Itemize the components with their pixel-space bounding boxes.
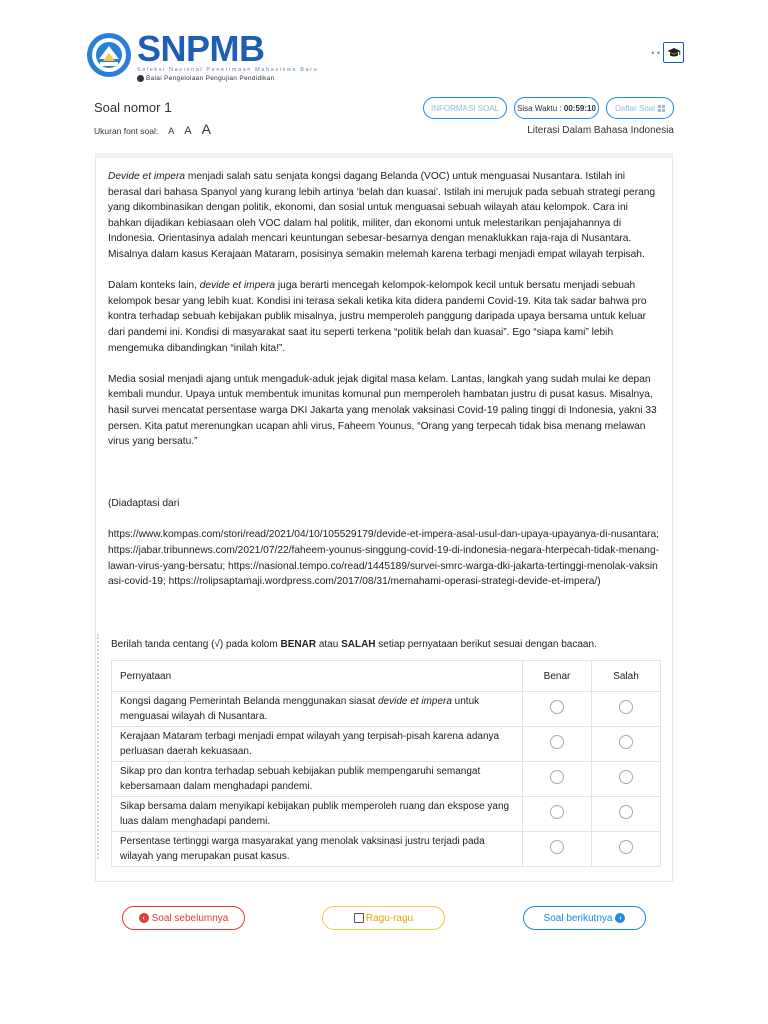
tutwuri-emblem-icon: [86, 32, 132, 78]
statement-1: Kongsi dagang Pemerintah Belanda menggunakan siasat devide et impera untuk menguasai wilayah di Nusantara.: [112, 692, 523, 727]
instruction: Berilah tanda centang (√) pada kolom BENAR atau SALAH setiap pernyataan berikut sesuai dengan bacaan.: [111, 639, 597, 650]
snpmb-logo: [86, 28, 319, 82]
radio-benar-4[interactable]: [550, 805, 564, 819]
header-salah: Salah: [592, 661, 661, 692]
paragraph-2: Dalam konteks lain, devide et impera juga berarti mencegah kelompok-kelompok kecil untuk bersatu menjadi sebuah kelompok besar yang lebih kuat. Kondisi ini terasa sekali ketika kita didera pandemi Covid-19. Kita tak sadar bahwa pro kontra terhadap sebuah kebijakan publik misalnya, justru memperoleh panggung daripada upaya bersama untuk keluar dari pandemi ini. Kondisi di masyarakat saat itu seperti terkena “politik belah dan kuasai”. Ego “siapa kami” lebih mengemuka dibandingkan “inilah kita!”.: [108, 280, 647, 354]
subject-title: Literasi Dalam Bahasa Indonesia: [527, 125, 674, 136]
chevron-left-icon: ‹: [139, 913, 149, 923]
daftar-soal-button[interactable]: [606, 97, 674, 119]
timer-label: Sisa Waktu :: [517, 103, 562, 113]
radio-salah-5[interactable]: [619, 840, 633, 854]
radio-benar-5[interactable]: [550, 840, 564, 854]
font-size-medium[interactable]: A: [184, 125, 192, 137]
radio-salah-4[interactable]: [619, 805, 633, 819]
grid-icon: [658, 105, 665, 112]
source-label: (Diadaptasi dari: [108, 498, 180, 510]
info-soal-button[interactable]: INFORMASI SOAL: [423, 97, 507, 119]
question-label: Soal nomor: [94, 100, 161, 115]
logo-subtitle-2: Balai Pengelolaan Pengujian Pendidikan: [146, 75, 275, 82]
font-size-selector: [94, 121, 211, 137]
table-row: [112, 832, 661, 867]
graduation-cap-icon: [667, 47, 681, 59]
question-number-value: 1: [164, 99, 172, 115]
radio-benar-2[interactable]: [550, 735, 564, 749]
reading-passage: [108, 169, 660, 605]
table-row: [112, 692, 661, 727]
statement-3: Sikap pro dan kontra terhadap sebuah kebijakan publik mempengaruhi semangat kebersamaan dalam menghadapi pandemi.: [112, 762, 523, 797]
timer-badge: [514, 97, 599, 119]
user-menu: [651, 42, 684, 63]
daftar-soal-label: Daftar Soal: [614, 103, 656, 113]
table-row: [112, 797, 661, 832]
radio-salah-1[interactable]: [619, 700, 633, 714]
radio-benar-3[interactable]: [550, 770, 564, 784]
checkbox-icon: [354, 913, 364, 923]
statement-5: Persentase tertinggi warga masyarakat yang menolak vaksinasi justru terjadi pada wilayah yang merupakan pusat kasus.: [112, 832, 523, 867]
chevron-right-icon: ›: [615, 913, 625, 923]
ragu-ragu-button[interactable]: Ragu-ragu: [322, 906, 445, 930]
user-dots: • •: [651, 47, 660, 58]
font-size-small[interactable]: A: [168, 126, 175, 136]
logo-subtitle: Seleksi Nasional Penerimaan Mahasiswa Baru: [137, 67, 319, 73]
header-pernyataan: Pernyataan: [112, 661, 523, 692]
bppp-logo-icon: [137, 75, 144, 82]
statement-2: Kerajaan Mataram terbagi menjadi empat wilayah yang terpisah-pisah karena adanya perluasan daerah kekuasaan.: [112, 727, 523, 762]
statement-4: Sikap bersama dalam menyikapi kebijakan publik memperoleh ruang dan ekspose yang luas dalam menghadapi pandemi.: [112, 797, 523, 832]
logo-title: SNPMB: [137, 28, 265, 69]
font-size-large[interactable]: A: [201, 121, 211, 137]
paragraph-1: Devide et impera menjadi salah satu senjata kongsi dagang Belanda (VOC) untuk menguasai Nusantara. Istilah ini berasal dari bahasa Spanyol yang kurang lebih artinya ‘belah dan kuasai’. Istilah ini merujuk pada sebuah strategi perang yang dikombinasikan dengan politik, ekonomi, dan sosial untuk menguasai sebuah wilayah atau kelompok. Cara ini bahkan dijadikan kebiasaan oleh VOC dalam hal politik, militer, dan ekonomi untuk melestarikan penjajahannya di Indonesia. Orientasinya adalah mencari keuntungan sebesar-besarnya dengan menaklukkan raja-raja di Nusantara. Misalnya dalam kasus Kerajaan Mataram, posisinya semakin melemah karena terbagi menjadi empat wilayah terpisah.: [108, 171, 656, 260]
header-benar: Benar: [523, 661, 592, 692]
next-question-button[interactable]: Soal berikutnya ›: [523, 906, 646, 930]
user-menu-button[interactable]: [663, 42, 684, 63]
paragraph-3: Media sosial menjadi ajang untuk mengaduk-aduk jejak digital masa kelam. Lantas, langkah yang sudah mulai ke depan kembali mundur. Upaya untuk membentuk imunitas komunal pun memperoleh hambatan justru di pusat kasus. Misalnya, hasil survei mencatat persentase warga DKI Jakarta yang menolak vaksinasi Covid-19 paling tinggi di Indonesia, yakni 33 persen. Kita patut merenungkan ucapan ahli virus, Faheem Younus, “Orang yang terpecah tidak bisa menang melawan virus yang bersatu.”: [108, 373, 657, 448]
font-size-label: Ukuran font soal:: [94, 126, 159, 136]
prev-question-button[interactable]: ‹ Soal sebelumnya: [122, 906, 245, 930]
table-header: [112, 661, 661, 692]
dotted-divider: [97, 634, 99, 859]
timer-value: 00:59:10: [563, 103, 596, 113]
radio-salah-3[interactable]: [619, 770, 633, 784]
question-info-buttons: [423, 97, 674, 119]
statement-table: [111, 660, 661, 867]
source-urls: https://www.kompas.com/stori/read/2021/04/10/105529179/devide-et-impera-asal-usul-dan-upaya-upayanya-di-nusantara; https://jabar.tribunnews.com/2021/07/22/faheem-younus-singgung-covid-19-di-indonesia-negara-hterpecah-tidak-menang-lawan-virus-yang-bersatu; https://nasional.tempo.co/read/1445189/survei-smrc-warga-dki-jakarta-tertinggi-menolak-vaksinasi-covid-19; https://rolipsaptamaji.wordpress.com/2017/08/31/memahami-operasi-strategi-devide-et-impera/): [108, 529, 660, 588]
radio-salah-2[interactable]: [619, 735, 633, 749]
radio-benar-1[interactable]: [550, 700, 564, 714]
question-card: [95, 153, 673, 882]
question-number: [94, 99, 172, 115]
table-row: [112, 762, 661, 797]
table-row: [112, 727, 661, 762]
